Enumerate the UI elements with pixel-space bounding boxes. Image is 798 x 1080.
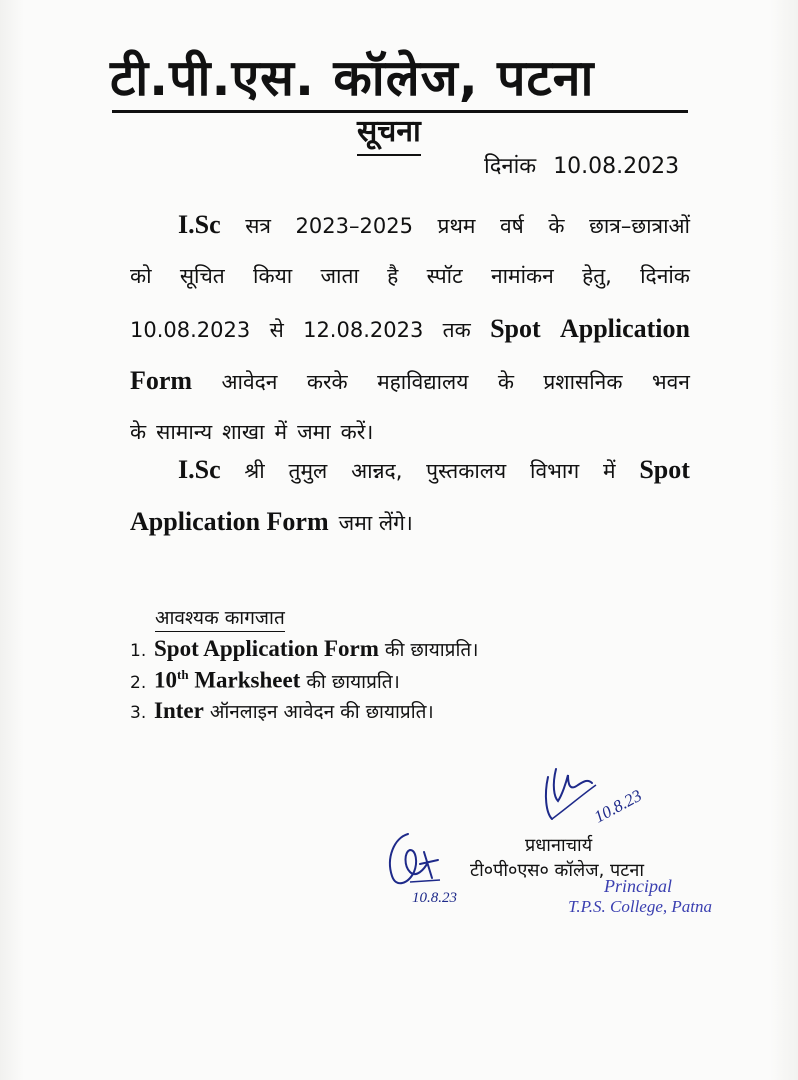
word: में	[274, 420, 288, 444]
word: पुस्तकालय	[426, 459, 507, 483]
word: जमा लेंगे।	[338, 511, 413, 535]
word: शाखा	[222, 420, 265, 444]
word: I.Sc	[178, 210, 221, 239]
word: प्रशासनिक	[543, 370, 623, 394]
item-text: ऑनलाइन आवेदन की छायाप्रति।	[209, 701, 434, 723]
word: आन्नद,	[351, 459, 403, 483]
ordinal-suffix: th	[177, 667, 189, 682]
date-value: 10.08.2023	[553, 154, 680, 179]
item-bold-text: Spot Application Form	[154, 636, 379, 661]
item-bold-text	[154, 667, 300, 694]
word: प्रथम	[437, 214, 476, 238]
word: करें।	[340, 420, 374, 444]
word: 2023–2025	[295, 214, 413, 238]
list-item	[130, 636, 478, 667]
word: महाविद्यालय	[377, 370, 469, 394]
word: विभाग	[530, 459, 580, 483]
designation: प्रधानाचार्य	[525, 835, 593, 856]
date-label: दिनांक	[484, 154, 537, 179]
word: जमा	[297, 420, 331, 444]
word: में	[602, 459, 616, 483]
item-number: 1.	[130, 641, 147, 661]
paragraph-line	[130, 455, 690, 507]
word: छात्र–छात्राओं	[589, 214, 690, 238]
word: सूचित	[179, 264, 225, 288]
paragraph-line	[130, 210, 690, 262]
principal-signature-date: 10.8.23	[590, 785, 645, 827]
word: स्पॉट	[426, 264, 463, 288]
word: से	[269, 318, 284, 342]
item-number: 3.	[130, 703, 147, 723]
notice-title: सूचना	[357, 112, 421, 156]
word: तुमुल	[288, 459, 328, 483]
word: के	[548, 214, 565, 238]
clerk-signature	[380, 822, 480, 908]
paragraph-line	[130, 366, 690, 418]
principal-signature	[538, 755, 650, 837]
word: Form	[130, 366, 193, 395]
stamp-college: T.P.S. College, Patna	[568, 897, 712, 916]
college-name: टी.पी.एस. कॉलेज, पटना	[110, 49, 595, 107]
institution-name: टी०पी०एस० कॉलेज, पटना	[470, 860, 644, 881]
word: Spot	[639, 455, 690, 484]
documents-heading: आवश्यक कागजात	[155, 605, 285, 632]
word: नामांकन	[490, 264, 554, 288]
documents-list	[130, 636, 478, 729]
notice-paragraph-1	[130, 210, 690, 470]
clerk-signature-date: 10.8.23	[412, 890, 457, 906]
word: आवेदन	[221, 370, 278, 394]
word: Application	[559, 314, 690, 343]
word: Spot	[490, 314, 541, 343]
word: श्री	[244, 459, 265, 483]
word: Application Form	[130, 507, 329, 536]
item-text: की छायाप्रति।	[384, 639, 479, 661]
word: सामान्य	[156, 420, 213, 444]
word: 12.08.2023	[303, 318, 424, 342]
word: वर्ष	[500, 214, 524, 238]
notice-date	[484, 152, 679, 182]
item-bold-text: Inter	[154, 698, 204, 723]
list-item	[130, 667, 478, 698]
notice-paragraph-2	[130, 455, 690, 559]
word: तक	[442, 318, 471, 342]
word: सत्र	[245, 214, 271, 238]
word: दिनांक	[640, 264, 690, 288]
paragraph-line	[130, 507, 690, 559]
word: भवन	[651, 370, 690, 394]
word: करके	[306, 370, 348, 394]
stamp-title: Principal	[604, 876, 672, 896]
word: 10.08.2023	[130, 318, 251, 342]
item-text: की छायाप्रति।	[306, 670, 400, 693]
word: है	[387, 264, 399, 288]
word: I.Sc	[178, 455, 221, 484]
word: को	[130, 264, 152, 288]
word: के	[497, 370, 514, 394]
ordinal-number: 10	[154, 667, 177, 693]
word: के	[130, 420, 147, 444]
paragraph-line	[130, 262, 690, 314]
paragraph-line	[130, 314, 690, 366]
word: किया	[253, 264, 293, 288]
item-number: 2.	[130, 672, 147, 693]
list-item	[130, 698, 478, 729]
word: हेतु,	[582, 264, 612, 288]
item-bold-after: Marksheet	[194, 667, 301, 693]
word: जाता	[320, 264, 359, 288]
principal-stamp	[540, 876, 712, 917]
